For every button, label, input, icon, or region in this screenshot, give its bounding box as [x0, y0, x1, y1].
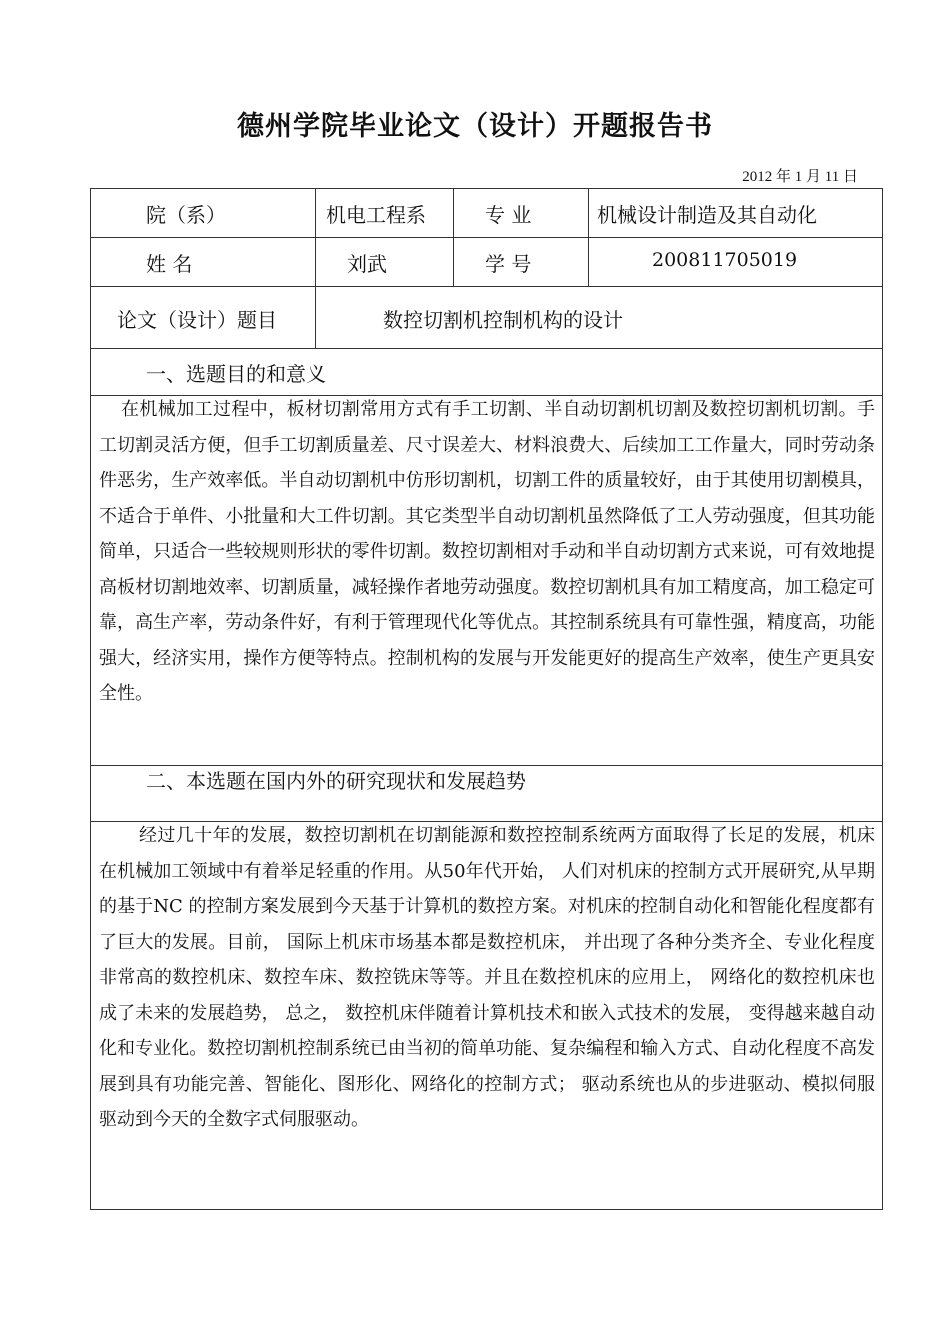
section-2-heading: 二、本选题在国内外的研究现状和发展趋势: [146, 769, 526, 793]
topic-value: 数控切割机控制机构的设计: [383, 308, 623, 332]
student-name-label: 姓 名: [146, 252, 193, 276]
student-id-label: 学 号: [485, 252, 532, 276]
column-divider: [453, 188, 454, 286]
column-divider: [315, 188, 316, 348]
student-id-value: 200811705019: [652, 249, 798, 271]
section-2-paragraph: 经过几十年的发展，数控切割机在切割能源和数控控制系统两方面取得了长足的发展，机床在机械加工领域中有着举足轻重的作用。从50年代开始， 人们对机床的控制方式开展研究,从早期的基于NC 的控制方案发展到今天基于计算机的数控方案。对机床的控制自动化和智能化程度都有了巨大的发展。目前， 国际上机床市场基本都是数控机床， 并出现了各种分类齐全、专业化程度非常高的数控机床、数控车床、数控铣床等等。并且在数控机床的应用上， 网络化的数控机床也成了未来的发展趋势， 总之， 数控机床伴随着计算机技术和嵌入式技术的发展， 变得越来越自动化和专业化。数控切割机控制系统已由当初的简单功能、复杂编程和输入方式、自动化程度不高发展到具有功能完善、智能化、图形化、网络化的控制方式； 驱动系统也从的步进驱动、模拟伺服驱动到今天的全数字式伺服驱动。: [99, 825, 875, 1130]
table-border-top: [90, 188, 883, 189]
section-1-heading: 一、选题目的和意义: [146, 362, 326, 386]
column-divider: [588, 188, 589, 286]
department-value: 机电工程系: [326, 203, 426, 227]
department-label: 院（系）: [146, 203, 226, 227]
major-value: 机械设计制造及其自动化: [597, 203, 817, 227]
table-border-left: [90, 188, 91, 1210]
table-border-right: [882, 188, 883, 1210]
topic-label: 论文（设计）题目: [117, 308, 277, 332]
section-2-body: [99, 818, 875, 1138]
row-divider: [90, 348, 883, 349]
row-divider: [90, 286, 883, 287]
section-1-paragraph: 在机械加工过程中，板材切割常用方式有手工切割、半自动切割机切割及数控切割机切割。手工切割灵活方便，但手工切割质量差、尺寸误差大、材料浪费大、后续加工工作量大，同时劳动条件恶劣，生产效率低。半自动切割机中仿形切割机，切割工件的质量较好，由于其使用切割模具，不适合于单件、小批量和大工件切割。其它类型半自动切割机虽然降低了工人劳动强度，但其功能简单，只适合一些较规则形状的零件切割。数控切割相对手动和半自动切割方式来说，可有效地提高板材切割地效率、切割质量，减轻操作者地劳动强度。数控切割机具有加工精度高，加工稳定可靠，高生产率，劳动条件好，有利于管理现代化等优点。其控制系统具有可靠性强，精度高，功能强大，经济实用，操作方便等特点。控制机构的发展与开发能更好的提高生产效率，使生产更具安全性。: [99, 399, 875, 704]
report-date: 2012 年 1 月 11 日: [742, 169, 858, 185]
student-name-value: 刘武: [347, 252, 387, 276]
document-title: 德州学院毕业论文（设计）开题报告书: [237, 111, 713, 142]
section-1-body: [99, 392, 875, 712]
table-border-bottom: [90, 1209, 883, 1210]
row-divider: [90, 237, 883, 238]
major-label: 专 业: [485, 203, 532, 227]
